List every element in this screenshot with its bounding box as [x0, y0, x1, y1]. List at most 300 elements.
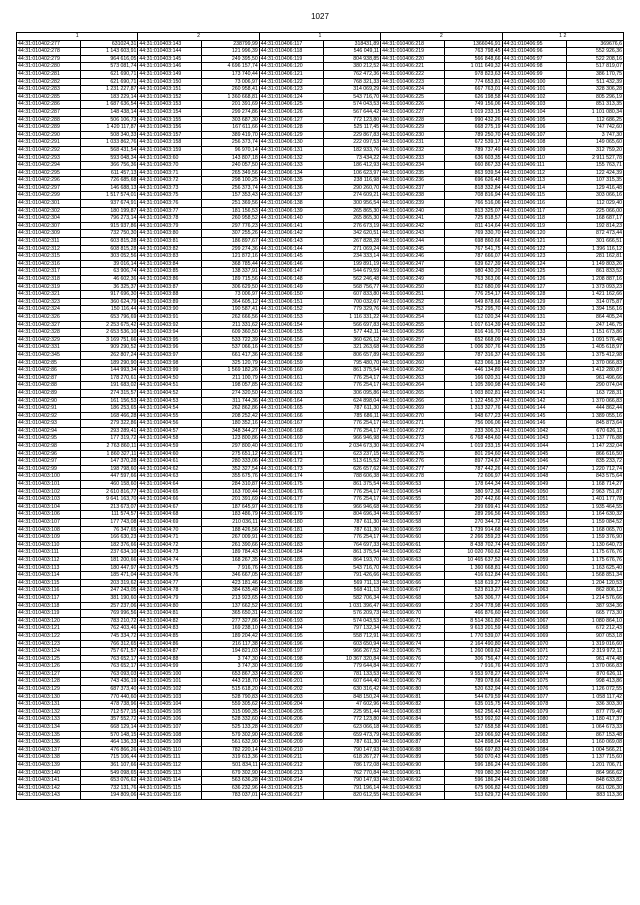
cadastral-value: 47 602,96: [323, 701, 380, 709]
cadastral-value: 318431,89: [323, 40, 380, 48]
cadastral-number: 44:31:010406:1054: [502, 519, 566, 527]
table-row: [17, 746, 624, 754]
table-row: [17, 93, 624, 101]
cadastral-number: 44:31:010406:120: [502, 230, 566, 238]
cadastral-number: 44:31:010406:1053: [502, 511, 566, 519]
cadastral-value: 776 254,17: [323, 374, 380, 382]
cadastral-number: 44:31:010402:311: [17, 238, 81, 246]
cadastral-value: 791 426,66: [323, 572, 380, 580]
cadastral-number: 44:31:010402:331: [17, 344, 81, 352]
cadastral-value: 63 906,74: [81, 268, 138, 276]
cadastral-number: 44:31:010406:89: [381, 754, 445, 762]
cadastral-number: 44:31:010403:107: [17, 519, 81, 527]
cadastral-number: 44:31:010406:1057: [502, 541, 566, 549]
cadastral-value: 299 274,36: [202, 245, 259, 253]
cadastral-number: 44:31:010406:140: [259, 215, 323, 223]
cadastral-value: 267 009,91: [202, 534, 259, 542]
cadastral-number: 44:31:010406:1051: [502, 496, 566, 504]
cadastral-value: 772 123,80: [323, 716, 380, 724]
cadastral-number: 44:31:010403:106: [17, 511, 81, 519]
cadastral-number: 44:31:010403:98: [138, 359, 202, 367]
cadastral-value: 763 652,17: [81, 655, 138, 663]
cadastral-value: 961 474,48: [566, 655, 623, 663]
cadastral-number: 44:31:010406:260: [381, 359, 445, 367]
cadastral-value: 352 327,54: [202, 465, 259, 473]
cadastral-value: 569 711,13: [323, 579, 380, 587]
cadastral-value: 763 798,45: [445, 48, 502, 56]
cadastral-number: 44:31:010406:64: [381, 564, 445, 572]
cadastral-value: 303 066,16: [566, 192, 623, 200]
cadastral-value: 198 798,60: [81, 465, 138, 473]
cadastral-value: 2 304 778,98: [445, 602, 502, 610]
cadastral-number: 44:31:010406:104: [502, 108, 566, 116]
cadastral-value: 96 970,14: [202, 146, 259, 154]
cadastral-number: 44:31:010406:177: [259, 496, 323, 504]
table-row: [17, 663, 624, 671]
cadastral-number: 44:31:010406:118: [502, 215, 566, 223]
cadastral-number: 44:31:010402:317: [17, 268, 81, 276]
cadastral-value: 804 938,85: [323, 55, 380, 63]
cadastral-number: 44:31:010406:224: [381, 86, 445, 94]
table-row: [17, 200, 624, 208]
cadastral-number: 44:31:010403:155: [138, 116, 202, 124]
cadastral-value: 811 414,64: [445, 222, 502, 230]
cadastral-value: 346 667,05: [202, 572, 259, 580]
cadastral-number: 44:31:010406:230: [381, 131, 445, 139]
table-row: [17, 762, 624, 770]
page-number: 1027: [311, 12, 329, 21]
cadastral-number: 44:31:010406:1050: [502, 488, 566, 496]
cadastral-value: 189 290,90: [81, 359, 138, 367]
cadastral-value: 182 376,66: [81, 541, 138, 549]
cadastral-number: 44:31:010402:96: [17, 450, 81, 458]
cadastral-value: 743 436,19: [81, 678, 138, 686]
cadastral-number: 44:31:010403:143: [17, 792, 81, 800]
cadastral-value: 169 238,10: [202, 625, 259, 633]
cadastral-value: 1 143 603,91: [81, 48, 138, 56]
cadastral-value: 660 867,33: [445, 162, 502, 170]
cadastral-value: 260 958,52: [202, 215, 259, 223]
cadastral-value: 180 352,16: [202, 420, 259, 428]
cadastral-number: 44:31:010406:158: [259, 351, 323, 359]
cadastral-value: 178 270,61: [81, 374, 138, 382]
cadastral-value: 122 424,39: [566, 169, 623, 177]
cadastral-number: 44:31:010406:1069: [502, 632, 566, 640]
cadastral-number: 44:31:010406:228: [381, 116, 445, 124]
cadastral-value: 216 117,38: [202, 640, 259, 648]
cadastral-number: 44:31:010403:123: [17, 640, 81, 648]
cadastral-number: 44:31:010405:110: [138, 746, 202, 754]
cadastral-number: 44:31:010405:114: [138, 777, 202, 785]
cadastral-number: 44:31:010406:126: [259, 108, 323, 116]
cadastral-value: 276 673,19: [323, 222, 380, 230]
cadastral-value: 621 690,71: [81, 70, 138, 78]
cadastral-number: 44:31:010404:58: [138, 435, 202, 443]
cadastral-number: 44:31:010406:1080: [502, 716, 566, 724]
cadastral-value: 776 254,17: [323, 420, 380, 428]
cadastral-value: 687 373,40: [81, 686, 138, 694]
cadastral-value: 522 208,16: [566, 55, 623, 63]
cadastral-value: 715 106,44: [81, 754, 138, 762]
cadastral-number: 44:31:010404:53: [138, 397, 202, 405]
cadastral-value: 1 420 117,87: [81, 124, 138, 132]
cadastral-value: 446 134,89: [445, 367, 502, 375]
cadastral-number: 44:31:010406:106: [502, 124, 566, 132]
cadastral-number: 44:31:010406:122: [502, 245, 566, 253]
cadastral-number: 44:31:010406:115: [502, 192, 566, 200]
cadastral-value: 1 370 066,83: [566, 359, 623, 367]
table-row: [17, 617, 624, 625]
table-row: [17, 184, 624, 192]
cadastral-number: 44:31:010402:286: [17, 101, 81, 109]
cadastral-value: 820 612,55: [323, 792, 380, 800]
cadastral-number: 44:31:010406:202: [259, 686, 323, 694]
cadastral-value: 247 243,05: [81, 587, 138, 595]
cadastral-value: 544 679,59: [323, 268, 380, 276]
cadastral-value: 790 147,93: [323, 777, 380, 785]
cadastral-value: 527 658,58: [445, 724, 502, 732]
table-row: [17, 215, 624, 223]
cadastral-value: 776 254,17: [323, 382, 380, 390]
cadastral-value: 1 137 776,88: [566, 435, 623, 443]
cadastral-number: 44:31:010406:105: [502, 116, 566, 124]
cadastral-number: 44:31:010406:73: [381, 632, 445, 640]
table-row: [17, 412, 624, 420]
cadastral-number: 44:31:010406:1058: [502, 549, 566, 557]
cadastral-value: 752 295,70: [445, 306, 502, 314]
cadastral-value: 864 193,70: [323, 556, 380, 564]
cadastral-value: 787 611,30: [323, 519, 380, 527]
cadastral-number: 44:31:010406:1059: [502, 556, 566, 564]
cadastral-value: 112 686,25: [566, 116, 623, 124]
table-row: [17, 708, 624, 716]
cadastral-number: 44:31:010406:232: [381, 146, 445, 154]
cadastral-number: 44:31:010404:76: [138, 572, 202, 580]
cadastral-number: 44:31:010402:85: [17, 359, 81, 367]
cadastral-number: 44:31:010403:75: [138, 192, 202, 200]
cadastral-value: 261 390,66: [202, 541, 259, 549]
cadastral-value: 189 784,43: [202, 549, 259, 557]
cadastral-number: 44:31:010403:90: [138, 306, 202, 314]
cadastral-number: 44:31:010406:144: [259, 245, 323, 253]
cadastral-number: 44:31:010406:210: [259, 746, 323, 754]
cadastral-number: 44:31:010406:80: [381, 686, 445, 694]
cadastral-number: 44:31:010403:110: [17, 541, 81, 549]
cadastral-number: 44:31:010406:161: [259, 374, 323, 382]
table-row: [17, 405, 624, 413]
cadastral-number: 44:31:010406:236: [381, 177, 445, 185]
cadastral-value: 672 539,17: [445, 139, 502, 147]
cadastral-number: 44:31:010406:132: [259, 154, 323, 162]
table-row: [17, 389, 624, 397]
cadastral-value: 181 156,53: [202, 207, 259, 215]
cadastral-value: 143 807,18: [202, 154, 259, 162]
cadastral-value: 937 674,91: [81, 200, 138, 208]
cadastral-number: 44:31:010406:180: [259, 519, 323, 527]
cadastral-number: 44:31:010406:240: [381, 207, 445, 215]
cadastral-value: 851 313,35: [566, 101, 623, 109]
cadastral-number: 44:31:010403:157: [138, 131, 202, 139]
cadastral-number: 44:31:010402:307: [17, 222, 81, 230]
cadastral-value: 526 306,77: [445, 594, 502, 602]
table-row: [17, 610, 624, 618]
cadastral-value: 36 325,37: [81, 283, 138, 291]
cadastral-number: 44:31:010406:271: [381, 420, 445, 428]
cadastral-value: 199 891,19: [323, 260, 380, 268]
cadastral-value: 307 255,26: [202, 230, 259, 238]
cadastral-value: 621 690,71: [81, 78, 138, 86]
cadastral-number: 44:31:010403:89: [138, 298, 202, 306]
cadastral-value: 515 618,20: [202, 686, 259, 694]
cadastral-number: 44:31:010403:143: [138, 40, 202, 48]
cadastral-number: 44:31:010404:62: [138, 465, 202, 473]
cadastral-value: 366 756,36: [81, 162, 138, 170]
cadastral-value: 251 369,56: [202, 200, 259, 208]
cadastral-number: 44:31:010406:1063: [502, 587, 566, 595]
cadastral-number: 44:31:010406:220: [381, 55, 445, 63]
cadastral-value: 229 867,83: [323, 131, 380, 139]
column-header: 2: [381, 33, 502, 41]
table-row: [17, 230, 624, 238]
cadastral-number: 44:31:010406:140: [502, 382, 566, 390]
cadastral-value: 2 266 359,23: [445, 534, 502, 542]
cadastral-value: 757 671,57: [81, 648, 138, 656]
cadastral-value: 861 375,54: [323, 481, 380, 489]
cadastral-value: 525 133,28: [202, 724, 259, 732]
cadastral-number: 44:31:010406:190: [259, 594, 323, 602]
cadastral-number: 44:31:010406:1067: [502, 617, 566, 625]
cadastral-number: 44:31:010406:98: [502, 63, 566, 71]
cadastral-value: 368 785,44: [202, 260, 259, 268]
cadastral-number: 44:31:010404:70: [138, 526, 202, 534]
cadastral-number: 44:31:010403:154: [138, 108, 202, 116]
cadastral-number: 44:31:010403:115: [17, 579, 81, 587]
cadastral-number: 44:31:010403:109: [17, 534, 81, 542]
table-row: [17, 276, 624, 284]
cadastral-value: 464 136,33: [81, 739, 138, 747]
cadastral-value: 626 657,62: [323, 465, 380, 473]
cadastral-number: 44:31:010406:78: [381, 670, 445, 678]
cadastral-value: 533 722,39: [202, 336, 259, 344]
cadastral-number: 44:31:010406:204: [259, 701, 323, 709]
cadastral-number: 44:31:010406:131: [502, 313, 566, 321]
cadastral-number: 44:31:010402:301: [17, 200, 81, 208]
cadastral-value: 612 020,34: [445, 313, 502, 321]
cadastral-number: 44:31:010406:173: [259, 465, 323, 473]
cadastral-number: 44:31:010403:99: [138, 367, 202, 375]
cadastral-value: 3 747,30: [202, 655, 259, 663]
cadastral-value: 776 254,17: [323, 496, 380, 504]
cadastral-value: 360 626,12: [323, 336, 380, 344]
cadastral-number: 44:31:010402:278: [17, 48, 81, 56]
cadastral-number: 44:31:010406:134: [502, 336, 566, 344]
cadastral-value: 1 360 668,81: [445, 564, 502, 572]
cadastral-number: 44:31:010403:125: [17, 655, 81, 663]
cadastral-number: 44:31:010406:138: [259, 200, 323, 208]
cadastral-number: 44:31:010406:117: [502, 207, 566, 215]
cadastral-value: 525 117,45: [323, 124, 380, 132]
cadastral-number: 44:31:010406:1060: [502, 564, 566, 572]
cadastral-value: 150 116,44: [81, 306, 138, 314]
cadastral-number: 44:31:010405:107: [138, 724, 202, 732]
cadastral-number: 44:31:010406:128: [259, 124, 323, 132]
cadastral-number: 44:31:010406:164: [259, 397, 323, 405]
cadastral-value: 795 480,70: [323, 359, 380, 367]
table-row: [17, 78, 624, 86]
cadastral-number: 44:31:010406:1043: [502, 435, 566, 443]
cadastral-number: 44:31:010404:86: [138, 640, 202, 648]
cadastral-value: 582 706,34: [323, 594, 380, 602]
cadastral-number: 44:31:010403:91: [138, 313, 202, 321]
cadastral-value: 543 716,70: [323, 93, 380, 101]
cadastral-number: 44:31:010406:1090: [502, 792, 566, 800]
cadastral-number: 44:31:010406:79: [381, 678, 445, 686]
cadastral-number: 44:31:010406:257: [381, 336, 445, 344]
cadastral-value: 46 602,36: [81, 276, 138, 284]
cadastral-number: 44:31:010406:154: [259, 321, 323, 329]
cadastral-number: 44:31:010406:69: [381, 602, 445, 610]
cadastral-number: 44:31:010406:125: [259, 101, 323, 109]
cadastral-number: 44:31:010402:324: [17, 306, 81, 314]
cadastral-number: 44:31:010406:53: [381, 481, 445, 489]
cadastral-number: 44:31:010406:1052: [502, 503, 566, 511]
cadastral-number: 44:31:010406:1066: [502, 610, 566, 618]
table-row: [17, 632, 624, 640]
cadastral-value: 848 150,24: [323, 693, 380, 701]
cadastral-value: 189 715,56: [202, 276, 259, 284]
cadastral-value: 137 662,52: [202, 602, 259, 610]
cadastral-value: 146 688,13: [81, 184, 138, 192]
cadastral-number: 44:31:010402:327: [17, 321, 81, 329]
cadastral-number: 44:31:010406:1061: [502, 572, 566, 580]
cadastral-number: 44:31:010406:1079: [502, 708, 566, 716]
cadastral-value: 386 170,75: [566, 70, 623, 78]
cadastral-value: 2 763 860,11: [81, 443, 138, 451]
cadastral-number: 44:31:010402:87: [17, 374, 81, 382]
cadastral-number: 44:31:010403:88: [138, 291, 202, 299]
cadastral-value: 39 016,14: [81, 260, 138, 268]
cadastral-value: 303 687,30: [202, 116, 259, 124]
cadastral-value: 211 100,79: [202, 374, 259, 382]
table-row: [17, 268, 624, 276]
cadastral-value: 897 724,67: [445, 458, 502, 466]
cadastral-number: 44:31:010406:1055: [502, 526, 566, 534]
cadastral-value: 1 159 084,52: [566, 519, 623, 527]
cadastral-value: 804 696,34: [323, 511, 380, 519]
cadastral-number: 44:31:010406:1044: [502, 443, 566, 451]
cadastral-value: 712 577,15: [81, 708, 138, 716]
column-header: 2: [138, 33, 259, 41]
cadastral-number: 44:31:010403:113: [17, 564, 81, 572]
cadastral-value: 700 032,67: [323, 298, 380, 306]
cadastral-number: 44:31:010406:207: [259, 724, 323, 732]
cadastral-number: 44:31:010406:137: [259, 192, 323, 200]
cadastral-value: 3 747,30: [566, 131, 623, 139]
table-row: [17, 222, 624, 230]
cadastral-value: 208 252,42: [202, 412, 259, 420]
cadastral-value: 275 651,12: [202, 450, 259, 458]
cadastral-value: 1 860 327,11: [81, 450, 138, 458]
cadastral-number: 44:31:010404:74: [138, 556, 202, 564]
cadastral-value: 211 331,62: [202, 321, 259, 329]
cadastral-value: 293 289,41: [81, 427, 138, 435]
cadastral-value: 546 049,11: [323, 48, 380, 56]
cadastral-number: 44:31:010406:92: [381, 777, 445, 785]
cadastral-value: 511 432,39: [566, 78, 623, 86]
cadastral-number: 44:31:010406:181: [259, 526, 323, 534]
cadastral-value: 513 629,72: [445, 792, 502, 800]
cadastral-number: 44:31:010404:55: [138, 412, 202, 420]
cadastral-number: 44:31:010406:84: [381, 716, 445, 724]
cadastral-number: 44:31:010406:223: [381, 78, 445, 86]
table-row: [17, 420, 624, 428]
cadastral-value: 1 260 069,62: [445, 648, 502, 656]
cadastral-number: 44:31:010406:252: [381, 298, 445, 306]
cadastral-value: 444 862,44: [566, 405, 623, 413]
cadastral-value: 73 006,97: [202, 78, 259, 86]
cadastral-value: 73 434,22: [323, 154, 380, 162]
cadastral-value: 297 800,40: [202, 443, 259, 451]
cadastral-value: 265 349,56: [202, 169, 259, 177]
cadastral-value: 787 666,07: [445, 253, 502, 261]
cadastral-number: 44:31:010403:87: [138, 283, 202, 291]
cadastral-value: 766 312,65: [81, 640, 138, 648]
cadastral-value: 201 391,69: [202, 496, 259, 504]
cadastral-number: 44:31:010404:56: [138, 420, 202, 428]
cadastral-value: 1 421 162,66: [566, 291, 623, 299]
cadastral-value: 816 416,70: [445, 329, 502, 337]
cadastral-number: 44:31:010406:169: [259, 435, 323, 443]
cadastral-value: 314 075,87: [566, 298, 623, 306]
cadastral-value: 181 200,66: [81, 556, 138, 564]
cadastral-value: 553 992,92: [445, 716, 502, 724]
cadastral-number: 44:31:010403:149: [138, 70, 202, 78]
cadastral-number: 44:31:010406:1071: [502, 648, 566, 656]
cadastral-value: 596 186,24: [445, 777, 502, 785]
cadastral-value: 284 310,87: [202, 481, 259, 489]
cadastral-value: 866 616,50: [566, 450, 623, 458]
cadastral-number: 44:31:010403:73: [138, 184, 202, 192]
table-row: [17, 245, 624, 253]
cadastral-value: 603 650,94: [323, 640, 380, 648]
cadastral-value: 593 048,34: [81, 154, 138, 162]
cadastral-number: 44:31:010406:200: [259, 670, 323, 678]
cadastral-number: 44:31:010406:247: [381, 260, 445, 268]
cadastral-number: 44:31:010406:87: [381, 739, 445, 747]
cadastral-value: 274 320,50: [202, 389, 259, 397]
cadastral-number: 44:31:010406:146: [502, 420, 566, 428]
cadastral-value: 961 496,66: [566, 374, 623, 382]
cadastral-value: 785 686,11: [323, 412, 380, 420]
cadastral-value: 280 333,06: [202, 458, 259, 466]
cadastral-value: 234 333,14: [323, 253, 380, 261]
cadastral-value: 416 612,84: [445, 572, 502, 580]
cadastral-value: 523 813,27: [445, 587, 502, 595]
cadastral-value: 238799,99: [202, 40, 259, 48]
cadastral-value: 249 395,50: [202, 55, 259, 63]
cadastral-value: 626 198,58: [445, 93, 502, 101]
cadastral-number: 44:31:010406:82: [381, 701, 445, 709]
cadastral-value: 1 126 072,55: [566, 686, 623, 694]
cadastral-value: 776 254,17: [323, 534, 380, 542]
cadastral-number: 44:31:010404:72: [138, 541, 202, 549]
cadastral-number: 44:31:010406:197: [259, 648, 323, 656]
cadastral-number: 44:31:010403:159: [138, 146, 202, 154]
cadastral-value: 2 164 490,80: [445, 640, 502, 648]
cadastral-value: 9 613 201,59: [445, 625, 502, 633]
table-row: [17, 238, 624, 246]
cadastral-number: 44:31:010406:183: [259, 541, 323, 549]
